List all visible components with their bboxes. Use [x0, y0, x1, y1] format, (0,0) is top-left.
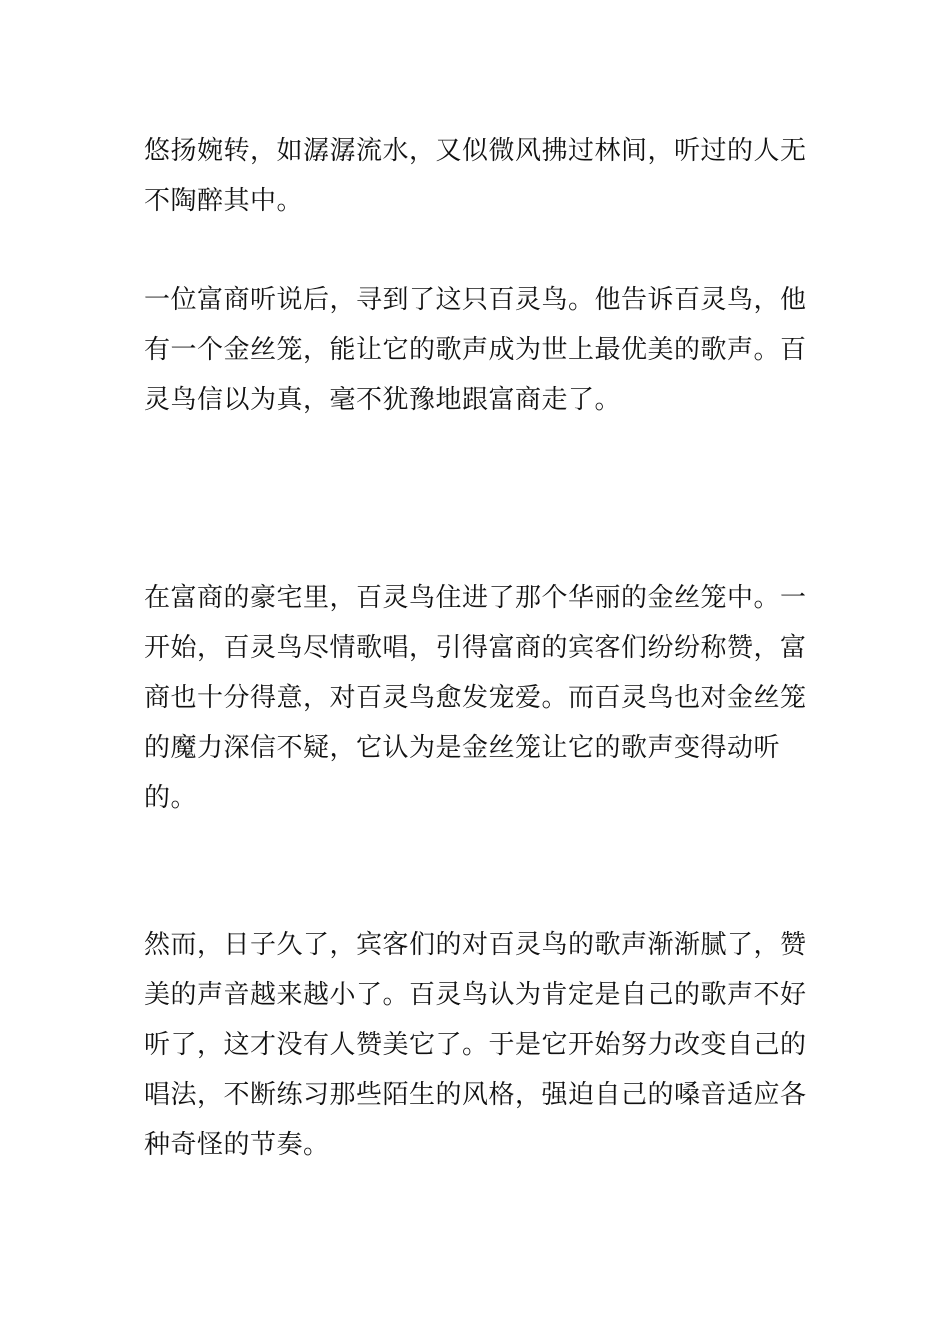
paragraph-3: 在富商的豪宅里，百灵鸟住进了那个华丽的金丝笼中。一开始，百灵鸟尽情歌唱，引得富商的宾客们纷纷称赞，富商也十分得意，对百灵鸟愈发宠爱。而百灵鸟也对金丝笼的魔力深信不疑，它认为是金丝笼让它的歌声变得动听的。 [144, 583, 807, 813]
paragraph-2: 一位富商听说后，寻到了这只百灵鸟。他告诉百灵鸟，他有一个金丝笼，能让它的歌声成为世上最优美的歌声。百灵鸟信以为真，毫不犹豫地跟富商走了。 [144, 285, 807, 415]
paragraph-4: 然而，日子久了，宾客们的对百灵鸟的歌声渐渐腻了，赞美的声音越来越小了。百灵鸟认为肯定是自己的歌声不好听了，这才没有人赞美它了。于是它开始努力改变自己的唱法，不断练习那些陌生的风格，强迫自己的嗓音适应各种奇怪的节奏。 [144, 930, 807, 1160]
paragraph-1: 悠扬婉转，如潺潺流水，又似微风拂过林间，听过的人无不陶醉其中。 [144, 136, 807, 216]
